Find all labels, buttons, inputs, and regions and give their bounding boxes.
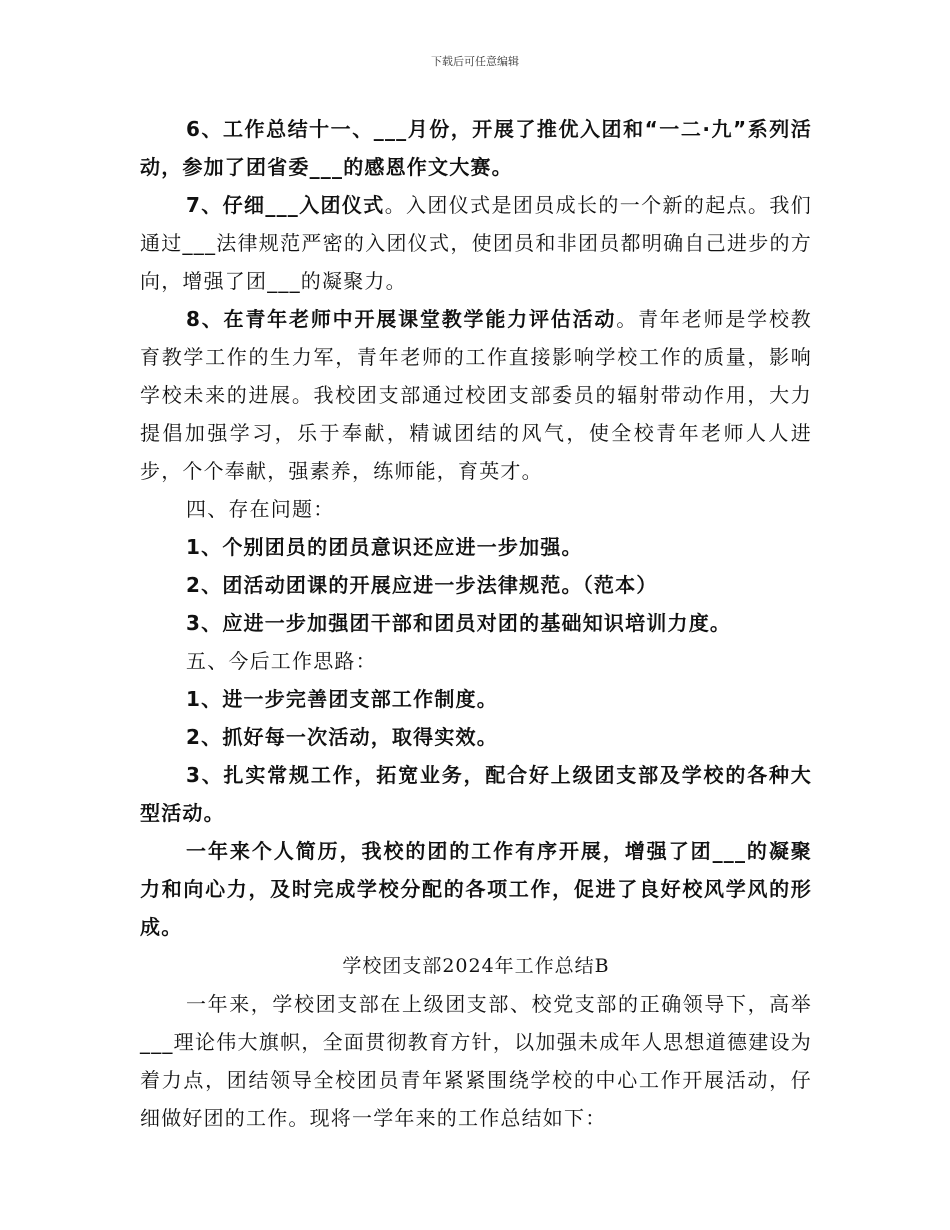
- plan-item-2: [140, 718, 812, 756]
- paragraph-bold-text: 1、个别团员的团员意识还应进一步加强。: [186, 535, 583, 559]
- paragraph-bold-text: 7、仔细___入团仪式: [186, 193, 385, 217]
- problem-item-3: [140, 604, 812, 642]
- plan-item-1: [140, 680, 812, 718]
- paragraph-bold-text: 3、应进一步加强团干部和团员对团的基础知识培训力度。: [186, 611, 732, 635]
- section-title: 学校团支部2024年工作总结B: [342, 955, 610, 977]
- problem-item-2: [140, 566, 812, 604]
- paragraph-bold-text: 一年来个人简历，我校的团的工作有序开展，增强了团___的凝聚力和向心力，及时完成学校分配的各项工作，促进了良好校风学风的形成。: [140, 839, 812, 939]
- plan-item-3: [140, 756, 812, 832]
- paragraph-bold-text: 1、进一步完善团支部工作制度。: [186, 687, 498, 711]
- page-header: 下载后可任意编辑: [431, 55, 519, 68]
- problem-item-1: [140, 528, 812, 566]
- section-heading-problems: [140, 490, 812, 528]
- paragraph-bold-text: 2、抓好每一次活动，取得实效。: [186, 725, 498, 749]
- paragraph-bold-text: 8、在青年老师中开展课堂教学能力评估活动: [186, 307, 617, 331]
- paragraph-bold-text: 2、团活动团课的开展应进一步法律规范。（范本）: [186, 573, 658, 597]
- paragraph-item-7: [140, 186, 812, 300]
- intro-paragraph: 一年来，学校团支部在上级团支部、校党支部的正确领导下，高举___理论伟大旗帜，全面贯彻教育方针，以加强未成年人思想道德建设为着力点，团结领导全校团员青年紧紧围绕学校的中心工作开展活动，仔细做好团的工作。现将一学年来的工作总结如下：: [140, 992, 812, 1130]
- summary-paragraph: [140, 832, 812, 946]
- section-heading-future: [140, 642, 812, 680]
- paragraph-text: 四、存在问题：: [186, 497, 335, 521]
- paragraph-text: 。青年老师是学校教育教学工作的生力军，青年老师的工作直接影响学校工作的质量，影响学校未来的进展。我校团支部通过校团支部委员的辐射带动作用，大力提倡加强学习，乐于奉献，精诚团结的风气，使全校青年老师人人进步，个个奉献，强素养，练师能，育英才。: [140, 307, 812, 483]
- paragraph-item-8: [140, 300, 812, 490]
- paragraph-item-6: [140, 110, 812, 186]
- paragraph-bold-text: 6、工作总结十一、___月份，开展了推优入团和“一二·九”系列活动，参加了团省委___的感恩作文大赛。: [140, 117, 812, 179]
- document-body: [140, 110, 812, 1137]
- paragraph-bold-text: 3、扎实常规工作，拓宽业务，配合好上级团支部及学校的各种大型活动。: [140, 763, 812, 825]
- paragraph-text: 。入团仪式是团员成长的一个新的起点。我们通过___法律规范严密的入团仪式，使团员和非团员都明确自己进步的方向，增强了团___的凝聚力。: [140, 193, 812, 293]
- paragraph-text: 五、今后工作思路：: [186, 649, 377, 673]
